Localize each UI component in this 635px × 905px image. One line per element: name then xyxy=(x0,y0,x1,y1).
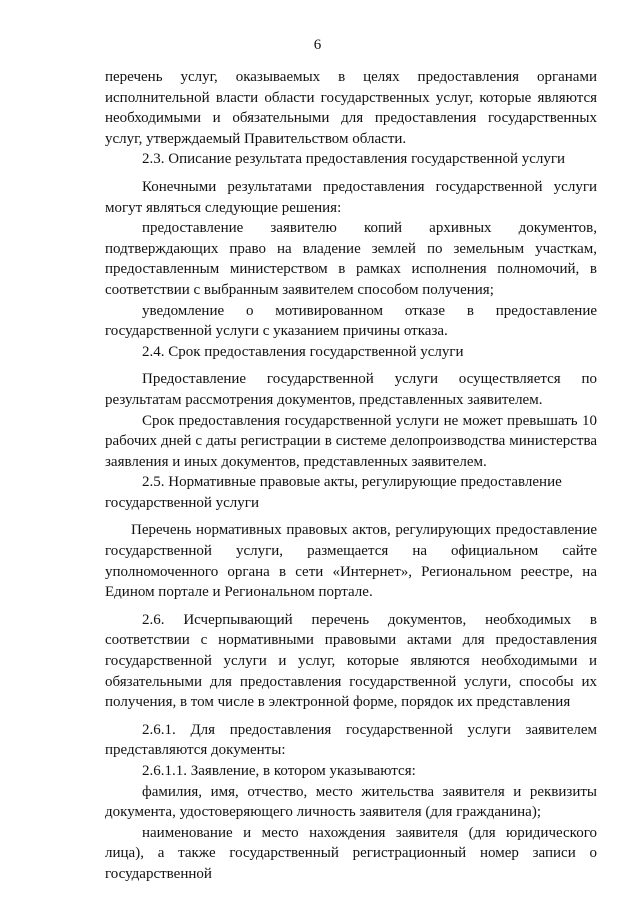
paragraph-2-6-1: 2.6.1. Для предоставления государственной услуги заявителем представляются документы: xyxy=(105,721,597,759)
paragraph-citizen-details: фамилия, имя, отчество, место жительства заявителя и реквизиты документа, удостоверяющего личность заявителя (для гражданина); xyxy=(105,783,597,821)
section-heading-2-6: 2.6. Исчерпывающий перечень документов, необходимых в соответствии с нормативными правовыми актами для предоставления государственной услуги и услуг, которые являются необходимыми и обязательными для предоставления государственной услуги, способы их получения, в том числе в электронной форме, порядок их представления xyxy=(105,611,597,711)
section-heading-2-5: 2.5. Нормативные правовые акты, регулирующие предоставление государственной услуги xyxy=(105,474,562,511)
paragraph-legal-entity-details: наименование и место нахождения заявителя (для юридического лица), а также государственный регистрационный номер записи о государственной xyxy=(105,824,597,882)
paragraph-final-results: Конечными результатами предоставления государственной услуги могут являться следующие решения: xyxy=(105,178,597,216)
paragraph-result-copies: предоставление заявителю копий архивных документов, подтверждающих право на владение землей по земельным участкам, предоставленным министерством в рамках исполнения полномочий, в соответствии с выбранным заявителем способом получения; xyxy=(105,220,597,298)
page-number: 6 xyxy=(313,37,322,53)
section-heading-2-4: 2.4. Срок предоставления государственной услуги xyxy=(142,343,464,360)
paragraph-services-list: перечень услуг, оказываемых в целях предоставления органами исполнительной власти области государственных услуг, которые являются необходимыми и обязательными для предоставления государственных услуг, утверждаемый Правительством области. xyxy=(105,69,597,147)
paragraph-provision-term: Срок предоставления государственной услуги не может превышать 10 рабочих дней с даты регистрации в системе делопроизводства министерства заявления и иных документов, представленных заявителем. xyxy=(105,412,597,470)
section-heading-2-3: 2.3. Описание результата предоставления государственной услуги xyxy=(142,151,566,168)
paragraph-result-refusal: уведомление о мотивированном отказе в предоставление государственной услуги с указанием причины отказа. xyxy=(105,302,597,340)
paragraph-2-6-1-1: 2.6.1.1. Заявление, в котором указываются: xyxy=(142,763,416,779)
paragraph-legal-acts-list: Перечень нормативных правовых актов, регулирующих предоставление государственной услуги, размещается на официальном сайте уполномоченного органа в сети «Интернет», Региональном реестре, на Едином портале и Региональном портале. xyxy=(105,522,597,601)
document-body xyxy=(105,67,597,885)
paragraph-provision-basis: Предоставление государственной услуги осуществляется по результатам рассмотрения документов, представленных заявителем. xyxy=(105,371,597,408)
